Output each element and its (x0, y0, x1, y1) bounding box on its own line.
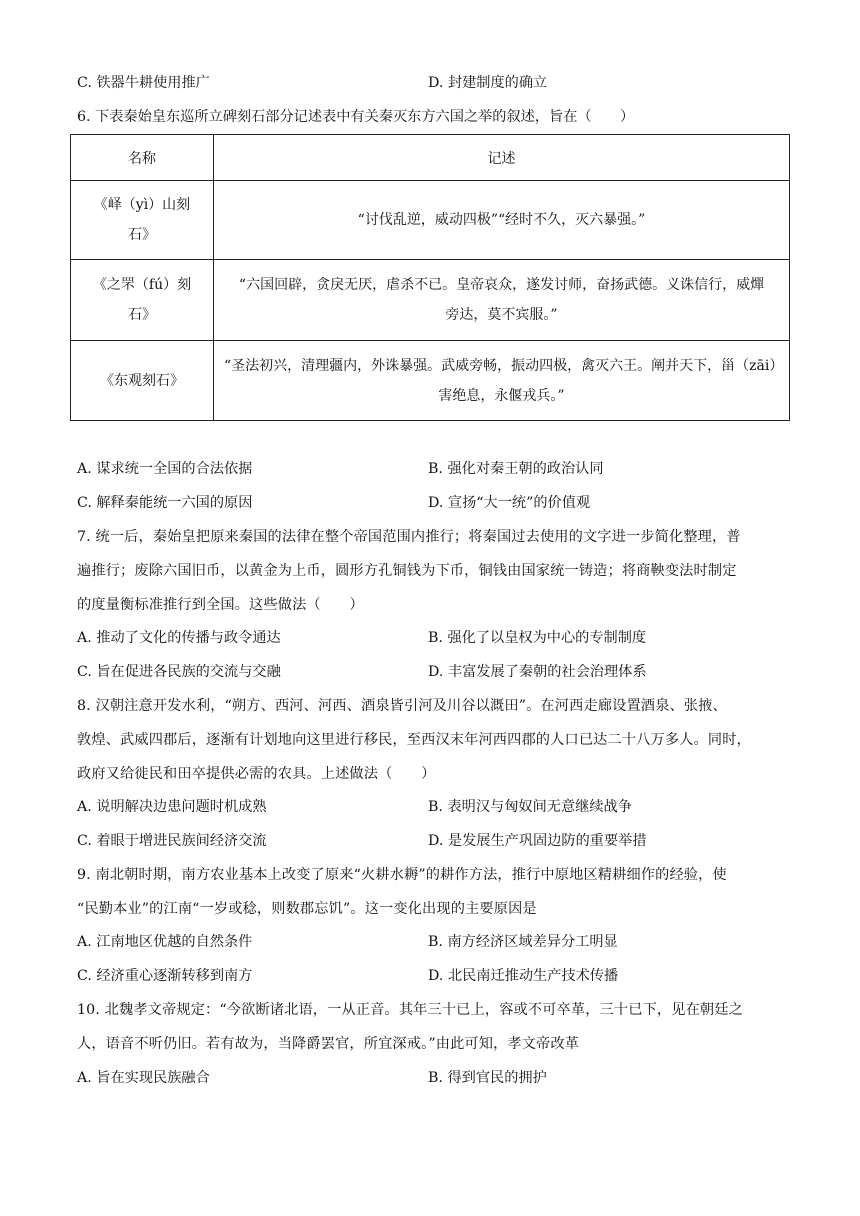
q7-stem-line: 7. 统一后，秦始皇把原来秦国的法律在整个帝国范围内推行；将秦国过去使用的文字进一步简化整理，普 (77, 529, 741, 545)
row-name-line: 《峄（yì）山刻 (93, 197, 191, 213)
row-desc-line: “圣法初兴，清理疆内，外诛暴强。武威旁畅，振动四极，禽灭六王。阐并天下，甾（zāi） (224, 357, 784, 374)
row-name (71, 341, 214, 421)
q9-option-b: B. 南方经济区域差异分工明显 (428, 934, 618, 950)
q9-stem (77, 858, 782, 926)
q6-option-b: B. 强化对秦王朝的政治认同 (428, 461, 604, 477)
q6-options-ab (77, 459, 777, 479)
row-desc (214, 260, 790, 341)
row-name (71, 181, 214, 260)
q5-option-d: D. 封建制度的确立 (428, 75, 548, 91)
q8-stem-line: 敦煌、武威四郡后，逐渐有计划地向这里进行移民，至西汉末年河西四郡的人口已达二十八万多人。同时， (77, 732, 751, 748)
row-name-line: 石》 (128, 227, 156, 243)
q6-option-c: C. 解释秦能统一六国的原因 (77, 495, 253, 511)
q10-option-b: B. 得到官民的拥护 (428, 1070, 547, 1086)
q6-table (70, 134, 790, 421)
q7-stem-line: 遍推行；废除六国旧币，以黄金为上币，圆形方孔铜钱为下币，铜钱由国家统一铸造；将商鞅变法时制定 (77, 563, 737, 579)
row-desc (214, 181, 790, 260)
q7-stem (77, 520, 782, 622)
q10-option-a: A. 旨在实现民族融合 (77, 1070, 210, 1086)
row-desc-line: 害绝息，永偃戎兵。” (438, 387, 565, 404)
q7-options-ab (77, 628, 777, 648)
q9-option-c: C. 经济重心逐渐转移到南方 (77, 968, 253, 984)
row-desc-line: “六国回辟，贪戾无厌，虐杀不已。皇帝哀众，遂发讨师，奋扬武德。义诛信行，威燀 (238, 277, 765, 293)
q5-option-c: C. 铁器牛耕使用推广 (77, 75, 210, 91)
q10-options-ab (77, 1068, 777, 1088)
q9-stem-line: “民勤本业”的江南“一岁或稔，则数郡忘饥”。这一变化出现的主要原因是 (77, 901, 537, 917)
table-row (71, 181, 790, 260)
q8-stem-line: 8. 汉朝注意开发水利，“朔方、西河、河西、酒泉皆引河及川谷以溉田”。在河西走廊设置酒泉、张掖、 (77, 698, 727, 714)
q7-option-c: C. 旨在促进各民族的交流与交融 (77, 664, 281, 680)
q9-options-cd (77, 966, 777, 986)
row-name (71, 260, 214, 341)
header-name: 名称 (71, 135, 214, 181)
row-desc-line: 旁达，莫不宾服。” (445, 307, 558, 323)
table-row (71, 260, 790, 341)
q8-stem-line: 政府又给徙民和田卒提供必需的农具。上述做法（ ） (77, 766, 436, 782)
q8-options-cd (77, 831, 777, 851)
q7-option-d: D. 丰富发展了秦朝的社会治理体系 (428, 664, 647, 680)
q6-stem: 6. 下表秦始皇东巡所立碑刻石部分记述表中有关秦灭东方六国之举的叙述，旨在（ ） (77, 109, 635, 125)
q10-stem-line: 10. 北魏孝文帝规定：“今欲断诸北语，一从正音。其年三十已上，容或不可卒革，三十已下，见在朝廷之 (77, 1002, 743, 1018)
q8-option-a: A. 说明解决边患问题时机成熟 (77, 799, 267, 815)
q8-stem (77, 689, 782, 791)
row-desc (214, 341, 790, 421)
table-row (71, 341, 790, 421)
q9-options-ab (77, 932, 777, 952)
q8-option-c: C. 着眼于增进民族间经济交流 (77, 833, 267, 849)
q6-option-a: A. 谋求统一全国的合法依据 (77, 461, 253, 477)
q6-options-cd (77, 493, 777, 513)
row-name-line: 石》 (128, 307, 156, 323)
q8-options-ab (77, 797, 777, 817)
row-name-line: 《东观刻石》 (100, 372, 184, 389)
q6-option-d: D. 宣扬“大一统”的价值观 (428, 495, 591, 511)
q7-option-b: B. 强化了以皇权为中心的专制制度 (428, 630, 647, 646)
q9-stem-line: 9. 南北朝时期，南方农业基本上改变了原来“火耕水耨”的耕作方法，推行中原地区精耕细作的经验，使 (77, 867, 727, 883)
q8-option-d: D. 是发展生产巩固边防的重要举措 (428, 833, 647, 849)
q10-stem (77, 993, 782, 1061)
q7-stem-line: 的度量衡标准推行到全国。这些做法（ ） (77, 597, 364, 613)
q9-option-a: A. 江南地区优越的自然条件 (77, 934, 253, 950)
q7-option-a: A. 推动了文化的传播与政令通达 (77, 630, 281, 646)
row-name-line: 《之罘（fú）刻 (92, 277, 192, 293)
table-header-row (71, 135, 790, 181)
q8-option-b: B. 表明汉与匈奴间无意继续战争 (428, 799, 632, 815)
q5-options-cd (77, 73, 777, 93)
header-desc: 记述 (214, 135, 790, 181)
q9-option-d: D. 北民南迁推动生产技术传播 (428, 968, 619, 984)
row-desc-line: “讨伐乱逆，威动四极”“经时不久，灭六暴强。” (357, 212, 646, 228)
q7-options-cd (77, 662, 777, 682)
q10-stem-line: 人，语音不听仍旧。若有故为，当降爵罢官，所宜深戒。”由此可知，孝文帝改革 (77, 1036, 580, 1052)
